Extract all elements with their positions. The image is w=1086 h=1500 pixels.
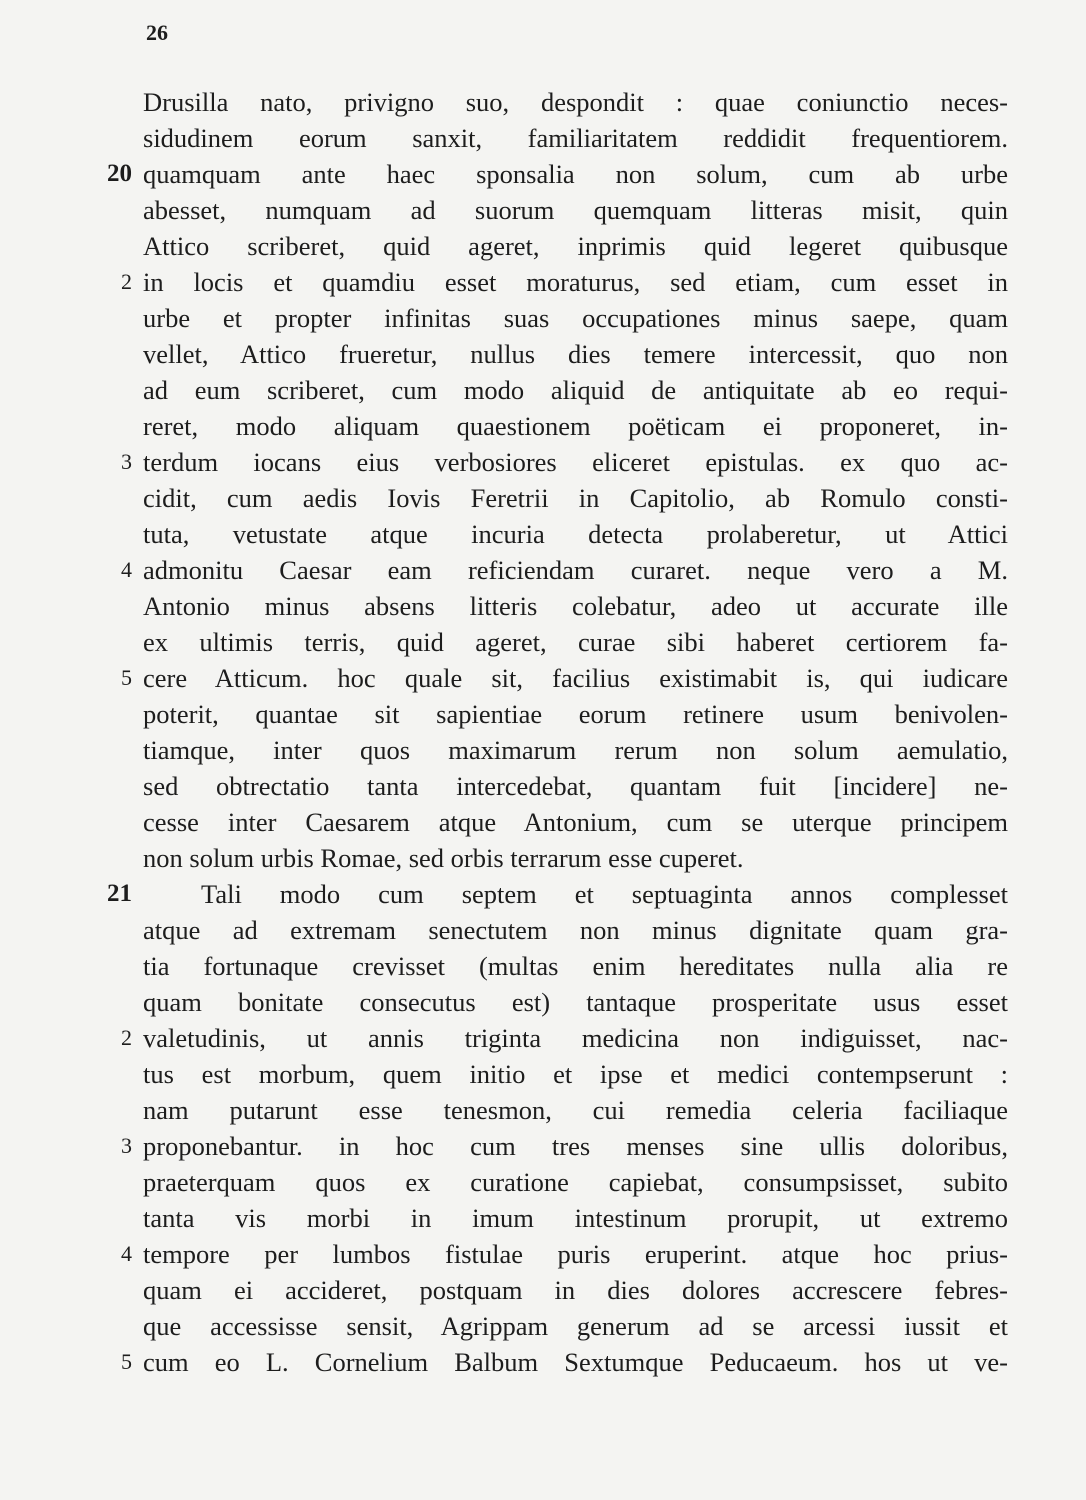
- text-line: [0, 804, 1086, 840]
- page-number: 26: [146, 20, 168, 45]
- text-line: [0, 696, 1086, 732]
- text-line: [0, 1272, 1086, 1308]
- text-body: [0, 84, 1086, 1380]
- line-text: valetudinis, ut annis triginta medicina non indiguisset, nac-: [143, 1023, 1008, 1053]
- text-line: [0, 1092, 1086, 1128]
- line-text: ex ultimis terris, quid ageret, curae sibi haberet certiorem fa-: [143, 627, 1008, 657]
- text-line: [0, 1200, 1086, 1236]
- text-line: [0, 264, 1086, 300]
- text-line: [0, 336, 1086, 372]
- text-line: [0, 984, 1086, 1020]
- text-line: [0, 120, 1086, 156]
- line-text: abesset, numquam ad suorum quemquam litteras misit, quin: [143, 195, 1008, 225]
- text-line: [0, 1308, 1086, 1344]
- line-text: que accessisse sensit, Agrippam generum ad se arcessi iussit et: [143, 1311, 1008, 1341]
- text-line: [0, 300, 1086, 336]
- line-text: atque ad extremam senectutem non minus dignitate quam gra-: [143, 915, 1008, 945]
- line-text: cidit, cum aedis Iovis Feretrii in Capitolio, ab Romulo consti-: [143, 483, 1008, 513]
- text-line: [0, 876, 1086, 912]
- line-text: Attico scriberet, quid ageret, inprimis quid legeret quibusque: [143, 231, 1008, 261]
- line-text: cesse inter Caesarem atque Antonium, cum se uterque principem: [143, 807, 1008, 837]
- chapter-number: 20: [107, 160, 132, 187]
- text-line: [0, 480, 1086, 516]
- line-text: tia fortunaque crevisset (multas enim hereditates nulla alia re: [143, 951, 1008, 981]
- section-number: 5: [121, 1349, 132, 1374]
- line-text: Antonio minus absens litteris colebatur, adeo ut accurate ille: [143, 591, 1008, 621]
- line-text: cum eo L. Cornelium Balbum Sextumque Peducaeum. hos ut ve-: [143, 1347, 1008, 1377]
- text-line: [0, 444, 1086, 480]
- line-text: urbe et propter infinitas suas occupationes minus saepe, quam: [143, 303, 1008, 333]
- text-line: [0, 912, 1086, 948]
- line-text: reret, modo aliquam quaestionem poëticam ei proponeret, in-: [143, 411, 1008, 441]
- text-line: [0, 948, 1086, 984]
- line-text: sed obtrectatio tanta intercedebat, quantam fuit [incidere] ne-: [143, 771, 1008, 801]
- line-text: quam ei accideret, postquam in dies dolores accrescere febres-: [143, 1275, 1008, 1305]
- line-text: tanta vis morbi in imum intestinum prorupit, ut extremo: [143, 1203, 1008, 1233]
- line-text: admonitu Caesar eam reficiendam curaret. neque vero a M.: [143, 555, 1008, 585]
- line-text: tempore per lumbos fistulae puris eruperint. atque hoc prius-: [143, 1239, 1008, 1269]
- text-line: [0, 228, 1086, 264]
- line-text: Tali modo cum septem et septuaginta annos complesset: [201, 879, 1008, 909]
- text-line: [0, 1128, 1086, 1164]
- text-line: [0, 156, 1086, 192]
- line-text: Drusilla nato, privigno suo, despondit : quae coniunctio neces-: [143, 87, 1008, 117]
- section-number: 3: [121, 1133, 132, 1158]
- section-number: 4: [121, 1241, 132, 1266]
- line-text: praeterquam quos ex curatione capiebat, consumpsisset, subito: [143, 1167, 1008, 1197]
- line-text: in locis et quamdiu esset moraturus, sed etiam, cum esset in: [143, 267, 1008, 297]
- text-line: [0, 1164, 1086, 1200]
- line-text: nam putarunt esse tenesmon, cui remedia celeria faciliaque: [143, 1095, 1008, 1125]
- line-text: tuta, vetustate atque incuria detecta prolaberetur, ut Attici: [143, 519, 1008, 549]
- line-text: tus est morbum, quem initio et ipse et medici contempserunt :: [143, 1059, 1008, 1089]
- text-line: [0, 732, 1086, 768]
- line-text: ad eum scriberet, cum modo aliquid de antiquitate ab eo requi-: [143, 375, 1008, 405]
- text-line: [0, 552, 1086, 588]
- line-text: non solum urbis Romae, sed orbis terrarum esse cuperet.: [143, 843, 744, 873]
- line-text: quam bonitate consecutus est) tantaque prosperitate usus esset: [143, 987, 1008, 1017]
- section-number: 3: [121, 449, 132, 474]
- text-line: [0, 1344, 1086, 1380]
- line-text: tiamque, inter quos maximarum rerum non solum aemulatio,: [143, 735, 1008, 765]
- text-line: [0, 408, 1086, 444]
- section-number: 2: [121, 269, 132, 294]
- section-number: 4: [121, 557, 132, 582]
- text-line: [0, 1056, 1086, 1092]
- text-line: [0, 840, 1086, 876]
- line-text: proponebantur. in hoc cum tres menses sine ullis doloribus,: [143, 1131, 1008, 1161]
- text-line: [0, 1236, 1086, 1272]
- line-text: vellet, Attico frueretur, nullus dies temere intercessit, quo non: [143, 339, 1008, 369]
- text-line: [0, 192, 1086, 228]
- text-line: [0, 624, 1086, 660]
- text-line: [0, 372, 1086, 408]
- line-text: poterit, quantae sit sapientiae eorum retinere usum benivolen-: [143, 699, 1008, 729]
- line-text: sidudinem eorum sanxit, familiaritatem reddidit frequentiorem.: [143, 123, 1008, 153]
- section-number: 5: [121, 665, 132, 690]
- section-number: 2: [121, 1025, 132, 1050]
- line-text: terdum iocans eius verbosiores eliceret epistulas. ex quo ac-: [143, 447, 1008, 477]
- chapter-number: 21: [107, 880, 132, 907]
- line-text: quamquam ante haec sponsalia non solum, cum ab urbe: [143, 159, 1008, 189]
- text-line: [0, 588, 1086, 624]
- text-line: [0, 1020, 1086, 1056]
- text-line: [0, 84, 1086, 120]
- text-line: [0, 768, 1086, 804]
- line-text: cere Atticum. hoc quale sit, facilius existimabit is, qui iudicare: [143, 663, 1008, 693]
- text-line: [0, 660, 1086, 696]
- text-line: [0, 516, 1086, 552]
